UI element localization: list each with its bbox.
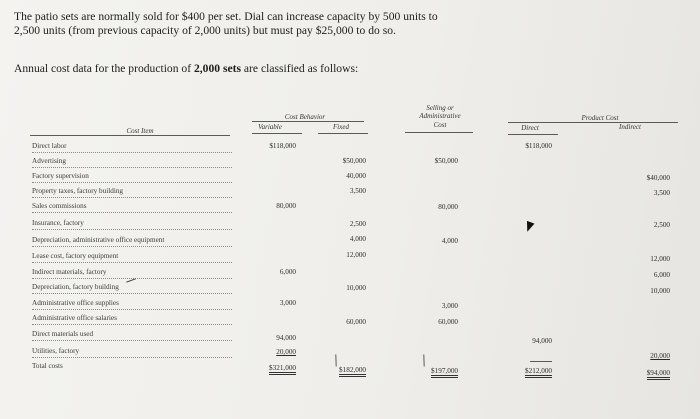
row-label: Advertising (32, 157, 66, 165)
row-indirect (626, 352, 670, 360)
header-cost-item: Cost Item (126, 127, 154, 135)
annual-bold: 2,000 sets (193, 62, 241, 75)
total-direct-value: $212,000 (525, 367, 552, 378)
row-selling: 4,000 (441, 237, 458, 245)
total-selling (414, 367, 458, 375)
row-indirect: 10,000 (650, 287, 670, 295)
annual-prefix: Annual cost data for the production of (14, 62, 194, 75)
leader-line (32, 293, 232, 294)
row-label: Direct materials used (32, 330, 94, 338)
row-label: Property taxes, factory building (32, 187, 124, 195)
leader-line (32, 212, 232, 213)
header-rule-item (30, 135, 230, 136)
subtotal-mark-fixed (335, 354, 336, 366)
header-selling-2: Administrative (419, 112, 461, 120)
header-rule-behavior (252, 121, 364, 122)
leader-line (32, 340, 232, 341)
leader-line (32, 152, 232, 153)
row-fixed: 60,000 (346, 318, 366, 326)
row-label: Lease cost, factory equipment (32, 252, 119, 260)
intro-line-1: The patio sets are normally sold for $400 per set. Dial can increase capacity by 500 units to (14, 10, 438, 23)
row-selling: 3,000 (441, 302, 458, 310)
header-rule-variable (252, 133, 302, 134)
row-selling: 60,000 (438, 318, 458, 326)
problem-statement (14, 10, 494, 38)
header-rule-fixed (318, 133, 368, 134)
row-label: Utilities, factory (32, 347, 80, 355)
row-fixed: 10,000 (346, 284, 366, 292)
row-variable-value: 20,000 (276, 348, 296, 356)
total-fixed (322, 366, 366, 374)
leader-line (32, 246, 232, 247)
total-selling-value: $197,000 (431, 367, 458, 378)
leader-line (32, 167, 232, 168)
row-fixed: 4,000 (349, 235, 366, 243)
total-indirect-value: $94,000 (647, 369, 670, 380)
row-label: Depreciation, factory building (32, 283, 119, 291)
intro-line-2: 2,500 units (from previous capacity of 2,000 units) but must pay $25,000 to do so. (14, 24, 396, 37)
total-fixed-value: $182,000 (339, 366, 366, 377)
leader-line (32, 357, 232, 358)
header-fixed: Fixed (333, 123, 349, 131)
header-rule-selling (405, 132, 473, 133)
row-selling: $50,000 (434, 157, 458, 165)
row-indirect-value: 20,000 (650, 352, 670, 360)
total-indirect (626, 369, 670, 377)
row-direct: 94,000 (532, 337, 552, 345)
header-direct: Direct (521, 124, 539, 132)
row-indirect: 6,000 (653, 271, 670, 279)
row-indirect: 2,500 (653, 221, 670, 229)
header-product-cost: Product Cost (581, 114, 619, 122)
row-label: Administrative office salaries (32, 314, 117, 322)
mouse-cursor-icon (524, 221, 535, 233)
subtotal-mark-selling (423, 354, 424, 366)
row-direct: $118,000 (525, 142, 552, 150)
leader-line (32, 182, 232, 183)
row-variable: 3,000 (279, 299, 296, 307)
row-fixed: 3,500 (349, 187, 366, 195)
row-indirect: 12,000 (650, 255, 670, 263)
header-selling-1: Selling or (426, 104, 454, 112)
leader-line (32, 309, 232, 310)
annual-cost-heading (14, 62, 358, 75)
row-label: Indirect materials, factory (32, 268, 107, 276)
header-rule-direct (508, 134, 558, 135)
row-variable (252, 348, 296, 356)
row-indirect: 3,500 (653, 189, 670, 197)
total-variable (252, 364, 296, 372)
row-fixed: 40,000 (346, 172, 366, 180)
annual-suffix: are classified as follows: (241, 62, 359, 75)
leader-line (32, 324, 232, 325)
row-fixed: 12,000 (346, 251, 366, 259)
row-fixed: $50,000 (342, 157, 366, 165)
row-variable: 80,000 (276, 202, 296, 210)
row-variable: $118,000 (269, 142, 296, 150)
row-selling: 80,000 (438, 203, 458, 211)
header-cost-behavior: Cost Behavior (284, 113, 326, 121)
row-label: Insurance, factory (32, 219, 84, 227)
total-variable-value: $321,000 (269, 364, 296, 375)
header-indirect: Indirect (619, 123, 641, 131)
row-variable: 6,000 (279, 268, 296, 276)
row-indirect: $40,000 (646, 174, 670, 182)
row-variable: 94,000 (276, 334, 296, 342)
row-label: Depreciation, administrative office equipment (32, 236, 165, 244)
leader-line (32, 229, 232, 230)
row-label: Sales commissions (32, 202, 87, 210)
header-variable: Variable (258, 123, 282, 131)
row-label: Direct labor (32, 142, 67, 150)
subtotal-rule-direct (530, 361, 552, 362)
total-direct (508, 367, 552, 375)
row-label: Factory supervision (32, 172, 89, 180)
row-fixed: 2,500 (349, 220, 366, 228)
header-selling-3: Cost (433, 121, 447, 129)
row-label-total: Total costs (32, 362, 63, 370)
row-label: Administrative office supplies (32, 299, 119, 307)
leader-line (32, 197, 232, 198)
leader-line (32, 262, 232, 263)
